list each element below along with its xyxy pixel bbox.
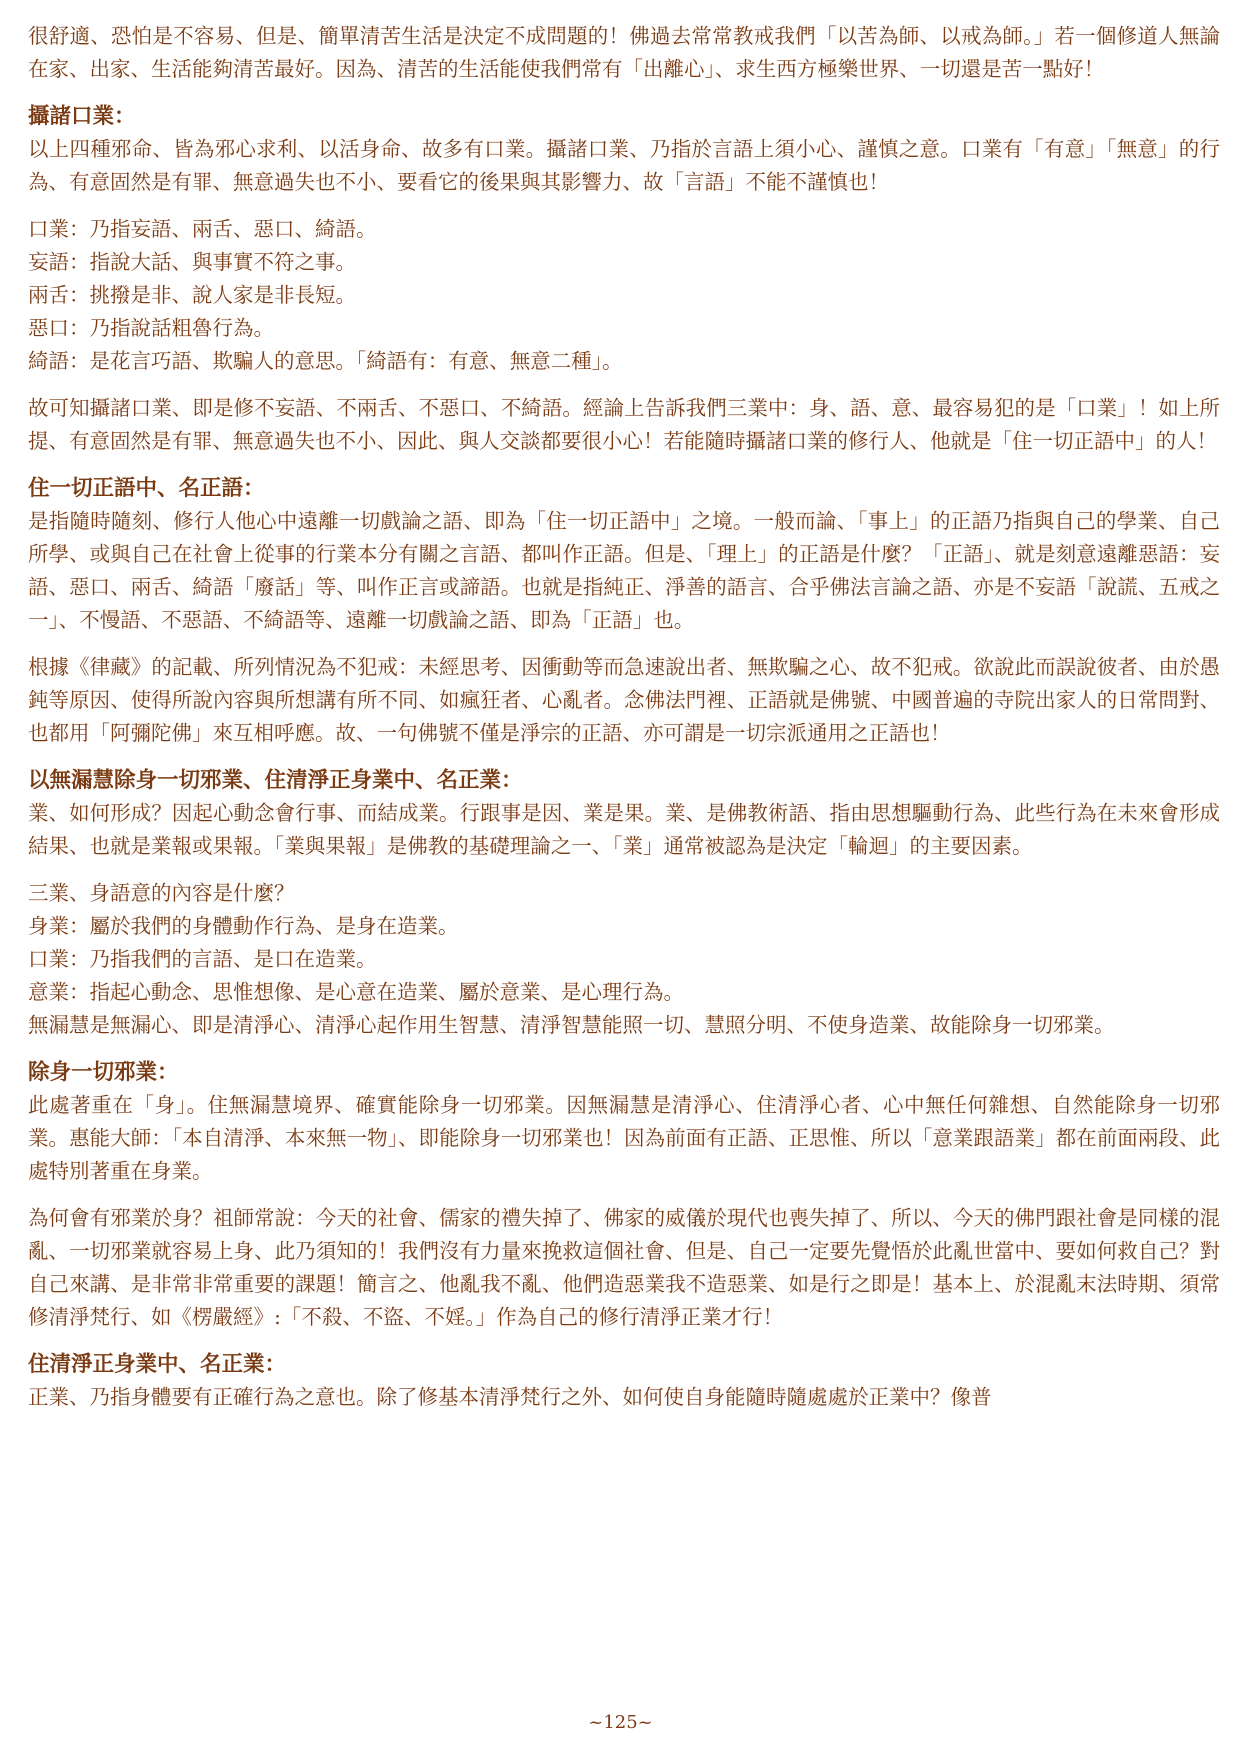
page-number: ~125~ <box>588 1712 653 1733</box>
paragraph-remove-evil-karma: 此處著重在「身」。住無漏慧境界、確實能除身一切邪業。因無漏慧是清淨心、住清淨心者、心中無任何雜想、自然能除身一切邪業。惠能大師：「本自清淨、本來無一物」、即能除身一切邪業也！因為前面有正語、正思惟、所以「意業跟語業」都在前面兩段、此處特別著重在身業。 <box>28 1093 1220 1183</box>
list-item: 口業：乃指我們的言語、是口在造業。 <box>28 947 377 971</box>
paragraph-ascetic-life: 很舒適、恐怕是不容易、但是、簡單清苦生活是決定不成問題的！佛過去常常教戒我們「以苦為師、以戒為師。」若一個修道人無論在家、出家、生活能夠清苦最好。因為、清苦的生活能使我們常有「出離心」、求生西方極樂世界、一切還是苦一點好！ <box>28 24 1220 81</box>
list-three-karmas <box>28 877 1220 1042</box>
list-item: 綺語：是花言巧語、欺騙人的意思。「綺語有：有意、無意二種」。 <box>28 349 623 373</box>
list-speech-karma <box>28 213 1220 378</box>
paragraph-restrain-speech: 以上四種邪命、皆為邪心求利、以活身命、故多有口業。攝諸口業、乃指於言語上須小心、謹慎之意。口業有「有意」「無意」的行為、有意固然是有罪、無意過失也不小、要看它的後果與其影響力、故「言語」不能不謹慎也！ <box>28 137 1220 194</box>
heading-remove-evil-karma: 除身一切邪業： <box>28 1060 179 1085</box>
heading-pure-right-action: 住清淨正身業中、名正業： <box>28 1352 287 1377</box>
list-item: 身業：屬於我們的身體動作行為、是身在造業。 <box>28 914 459 938</box>
heading-restrain-speech: 攝諸口業： <box>28 104 136 129</box>
paragraph-speech-summary: 故可知攝諸口業、即是修不妄語、不兩舌、不惡口、不綺語。經論上告訴我們三業中：身、語、意、最容易犯的是「口業」！如上所提、有意固然是有罪、無意過失也不小、因此、與人交談都要很小心！若能隨時攝諸口業的修行人、他就是「住一切正語中」的人！ <box>28 396 1220 453</box>
heading-right-action: 以無漏慧除身一切邪業、住清淨正身業中、名正業： <box>28 768 523 793</box>
list-item: 口業：乃指妄語、兩舌、惡口、綺語。 <box>28 217 377 241</box>
list-item: 三業、身語意的內容是什麼？ <box>28 881 295 905</box>
list-item: 惡口：乃指說話粗魯行為。 <box>28 316 274 340</box>
list-item: 兩舌：挑撥是非、說人家是非長短。 <box>28 283 356 307</box>
paragraph-karma-definition: 業、如何形成？因起心動念會行事、而結成業。行跟事是因、業是果。業、是佛教術語、指由思想驅動行為、此些行為在未來會形成結果、也就是業報或果報。「業與果報」是佛教的基礎理論之一、「業」通常被認為是決定「輪迴」的主要因素。 <box>28 801 1220 858</box>
list-item: 妄語：指說大話、與事實不符之事。 <box>28 250 356 274</box>
heading-right-speech: 住一切正語中、名正語： <box>28 476 265 501</box>
paragraph-chaotic-world: 為何會有邪業於身？祖師常說：今天的社會、儒家的禮失掉了、佛家的威儀於現代也喪失掉了、所以、今天的佛門跟社會是同樣的混亂、一切邪業就容易上身、此乃須知的！我們沒有力量來挽救這個社會、但是、自己一定要先覺悟於此亂世當中、要如何救自己？對自己來講、是非常非常重要的課題！簡言之、他亂我不亂、他們造惡業我不造惡業、如是行之即是！基本上、於混亂末法時期、須常修清淨梵行、如《楞嚴經》:「不殺、不盜、不婬。」作為自己的修行清淨正業才行！ <box>28 1206 1220 1329</box>
list-item: 意業：指起心動念、思惟想像、是心意在造業、屬於意業、是心理行為。 <box>28 980 684 1004</box>
paragraph-right-action: 正業、乃指身體要有正確行為之意也。除了修基本清淨梵行之外、如何使自身能隨時隨處處於正業中？像普 <box>28 1385 992 1409</box>
paragraph-pure-wisdom: 無漏慧是無漏心、即是清淨心、清淨心起作用生智慧、清淨智慧能照一切、慧照分明、不使身造業、故能除身一切邪業。 <box>28 1013 1115 1037</box>
document-page <box>28 20 1220 1414</box>
paragraph-right-speech: 是指隨時隨刻、修行人他心中遠離一切戲論之語、即為「住一切正語中」之境。一般而論、「事上」的正語乃指與自己的學業、自己所學、或與自己在社會上從事的行業本分有關之言語、都叫作正語。但是、「理上」的正語是什麼？「正語」、就是刻意遠離惡語：妄語、惡口、兩舌、綺語「廢話」等、叫作正言或諦語。也就是指純正、淨善的語言、合乎佛法言論之語、亦是不妄語「說謊、五戒之一」、不慢語、不惡語、不綺語等、遠離一切戲論之語、即為「正語」也。 <box>28 509 1220 632</box>
paragraph-vinaya: 根據《律藏》的記載、所列情況為不犯戒：未經思考、因衝動等而急速說出者、無欺騙之心、故不犯戒。欲說此而誤說彼者、由於愚鈍等原因、使得所說內容與所想講有所不同、如瘋狂者、心亂者。念佛法門裡、正語就是佛號、中國普遍的寺院出家人的日常問對、也都用「阿彌陀佛」來互相呼應。故、一句佛號不僅是淨宗的正語、亦可謂是一切宗派通用之正語也！ <box>28 655 1220 745</box>
